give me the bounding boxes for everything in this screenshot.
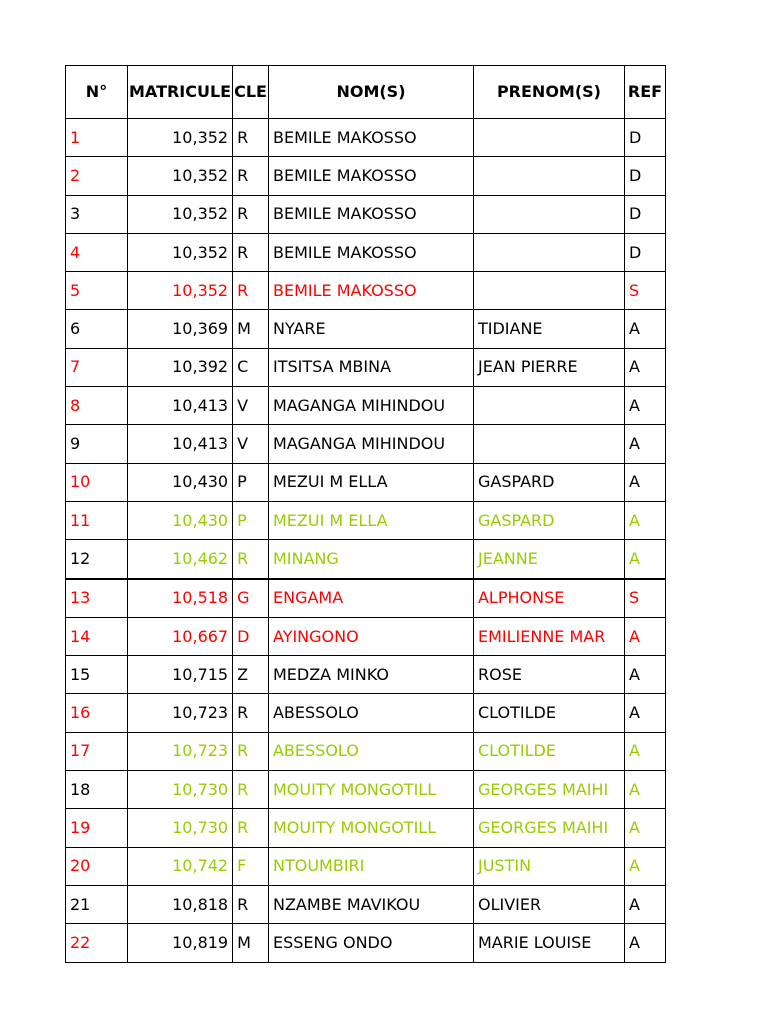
table-row [66,348,666,386]
cell-nom: MOUITY MONGOTILL [268,771,473,809]
cell-number: 18 [66,771,128,809]
table-row [66,233,666,271]
cell-matricule: 10,818 [128,885,233,923]
cell-number: 22 [66,924,128,962]
cell-prenom: GASPARD [473,463,624,501]
cell-ref: A [624,501,665,539]
spreadsheet-table [65,65,666,963]
cell-prenom: JEAN PIERRE [473,348,624,386]
cell-number: 19 [66,809,128,847]
cell-matricule: 10,730 [128,771,233,809]
cell-cle: R [233,732,269,770]
header-prenoms: PRENOM(S) [473,66,624,119]
cell-ref: A [624,847,665,885]
cell-nom: NTOUMBIRI [268,847,473,885]
cell-ref: A [624,924,665,962]
table-row [66,656,666,694]
header-cle: CLE [233,66,269,119]
cell-number: 7 [66,348,128,386]
cell-nom: BEMILE MAKOSSO [268,119,473,157]
cell-cle: M [233,924,269,962]
table-row [66,387,666,425]
cell-number: 3 [66,195,128,233]
cell-prenom [473,157,624,195]
cell-matricule: 10,352 [128,272,233,310]
cell-nom: ABESSOLO [268,732,473,770]
cell-matricule: 10,352 [128,195,233,233]
cell-prenom: MARIE LOUISE [473,924,624,962]
cell-prenom: CLOTILDE [473,694,624,732]
cell-matricule: 10,413 [128,425,233,463]
cell-ref: A [624,387,665,425]
cell-cle: R [233,771,269,809]
cell-number: 13 [66,579,128,618]
cell-prenom: OLIVIER [473,885,624,923]
cell-number: 15 [66,656,128,694]
table-row [66,579,666,618]
header-ref: REF [624,66,665,119]
cell-ref: D [624,157,665,195]
cell-matricule: 10,369 [128,310,233,348]
cell-cle: P [233,463,269,501]
table-row [66,924,666,962]
cell-prenom: CLOTILDE [473,732,624,770]
table-row [66,732,666,770]
cell-nom: ENGAMA [268,579,473,618]
header-noms: NOM(S) [268,66,473,119]
cell-ref: D [624,119,665,157]
cell-ref: A [624,540,665,579]
table-row [66,847,666,885]
table-row [66,694,666,732]
cell-matricule: 10,430 [128,501,233,539]
cell-nom: MAGANGA MIHINDOU [268,387,473,425]
cell-cle: R [233,540,269,579]
cell-nom: AYINGONO [268,617,473,655]
cell-ref: S [624,579,665,618]
cell-prenom [473,233,624,271]
cell-cle: V [233,387,269,425]
cell-matricule: 10,667 [128,617,233,655]
table-row [66,310,666,348]
cell-cle: R [233,119,269,157]
cell-ref: A [624,656,665,694]
cell-cle: F [233,847,269,885]
cell-ref: A [624,732,665,770]
cell-nom: ESSENG ONDO [268,924,473,962]
cell-cle: R [233,195,269,233]
cell-cle: D [233,617,269,655]
cell-matricule: 10,430 [128,463,233,501]
cell-prenom: JUSTIN [473,847,624,885]
cell-matricule: 10,730 [128,809,233,847]
cell-prenom [473,387,624,425]
cell-matricule: 10,723 [128,732,233,770]
table-row [66,809,666,847]
cell-nom: NYARE [268,310,473,348]
cell-prenom: GEORGES MAIHI [473,809,624,847]
cell-prenom: JEANNE [473,540,624,579]
header-number: N° [66,66,128,119]
cell-number: 16 [66,694,128,732]
cell-ref: D [624,233,665,271]
cell-ref: S [624,272,665,310]
cell-nom: MEDZA MINKO [268,656,473,694]
cell-number: 10 [66,463,128,501]
header-matricule: MATRICULE [128,66,233,119]
cell-nom: BEMILE MAKOSSO [268,233,473,271]
cell-prenom: ROSE [473,656,624,694]
cell-nom: MOUITY MONGOTILL [268,809,473,847]
cell-matricule: 10,462 [128,540,233,579]
cell-ref: A [624,425,665,463]
cell-nom: BEMILE MAKOSSO [268,272,473,310]
cell-number: 17 [66,732,128,770]
cell-ref: A [624,694,665,732]
cell-number: 4 [66,233,128,271]
cell-number: 1 [66,119,128,157]
cell-prenom: TIDIANE [473,310,624,348]
cell-cle: R [233,272,269,310]
cell-ref: A [624,885,665,923]
cell-prenom: GEORGES MAIHI [473,771,624,809]
cell-cle: R [233,157,269,195]
table-row [66,425,666,463]
cell-cle: G [233,579,269,618]
header-row [66,66,666,119]
cell-ref: A [624,809,665,847]
cell-cle: M [233,310,269,348]
cell-number: 5 [66,272,128,310]
cell-nom: MEZUI M ELLA [268,463,473,501]
cell-number: 12 [66,540,128,579]
cell-matricule: 10,352 [128,119,233,157]
cell-ref: A [624,771,665,809]
cell-matricule: 10,723 [128,694,233,732]
cell-number: 9 [66,425,128,463]
cell-prenom: ALPHONSE [473,579,624,618]
cell-cle: V [233,425,269,463]
cell-number: 6 [66,310,128,348]
cell-cle: R [233,233,269,271]
cell-nom: ABESSOLO [268,694,473,732]
cell-cle: R [233,809,269,847]
cell-matricule: 10,413 [128,387,233,425]
table-row [66,885,666,923]
cell-ref: A [624,348,665,386]
cell-number: 8 [66,387,128,425]
cell-matricule: 10,518 [128,579,233,618]
table-row [66,157,666,195]
cell-nom: MAGANGA MIHINDOU [268,425,473,463]
cell-prenom [473,272,624,310]
cell-cle: R [233,885,269,923]
cell-matricule: 10,819 [128,924,233,962]
table-row [66,771,666,809]
cell-nom: ITSITSA MBINA [268,348,473,386]
cell-cle: R [233,694,269,732]
cell-nom: MEZUI M ELLA [268,501,473,539]
cell-ref: A [624,617,665,655]
cell-cle: P [233,501,269,539]
cell-ref: D [624,195,665,233]
table-row [66,463,666,501]
cell-nom: BEMILE MAKOSSO [268,157,473,195]
cell-matricule: 10,352 [128,157,233,195]
cell-matricule: 10,352 [128,233,233,271]
cell-number: 21 [66,885,128,923]
table-body [66,119,666,963]
table-row [66,195,666,233]
cell-number: 2 [66,157,128,195]
cell-ref: A [624,310,665,348]
cell-nom: NZAMBE MAVIKOU [268,885,473,923]
cell-prenom [473,195,624,233]
cell-cle: Z [233,656,269,694]
cell-number: 14 [66,617,128,655]
cell-prenom [473,425,624,463]
cell-matricule: 10,392 [128,348,233,386]
cell-ref: A [624,463,665,501]
cell-prenom: GASPARD [473,501,624,539]
cell-number: 11 [66,501,128,539]
cell-cle: C [233,348,269,386]
cell-number: 20 [66,847,128,885]
cell-matricule: 10,742 [128,847,233,885]
table-row [66,272,666,310]
table-row [66,119,666,157]
cell-nom: MINANG [268,540,473,579]
cell-prenom: EMILIENNE MAR [473,617,624,655]
table-row [66,501,666,539]
table-row [66,540,666,579]
cell-matricule: 10,715 [128,656,233,694]
cell-nom: BEMILE MAKOSSO [268,195,473,233]
cell-prenom [473,119,624,157]
table-row [66,617,666,655]
